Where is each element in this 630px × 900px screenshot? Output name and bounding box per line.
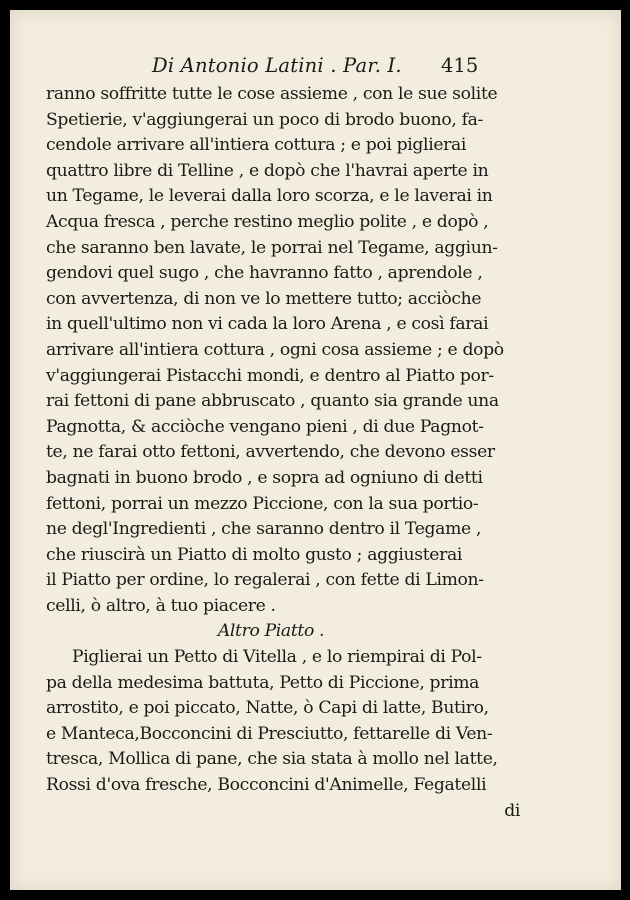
text-line: te, ne farai otto fettoni, avvertendo, che devono esser bbox=[46, 442, 495, 463]
body-text bbox=[46, 82, 526, 824]
text-line: fettoni, porrai un mezzo Piccione, con la sua portio- bbox=[46, 493, 479, 514]
text-line: Piglierai un Petto di Vitella , e lo riempirai di Pol- bbox=[72, 647, 482, 668]
text-line: che riuscirà un Piatto di molto gusto ; aggiusterai bbox=[46, 544, 463, 565]
text-line: celli, ò altro, à tuo piacere . bbox=[46, 595, 276, 616]
text-line: il Piatto per ordine, lo regalerai , con fette di Limon- bbox=[46, 570, 484, 591]
text-line: Rossi d'ova fresche, Bocconcini d'Animelle, Fegatelli bbox=[46, 775, 487, 796]
text-line: in quell'ultimo non vi cada la loro Arena , e così farai bbox=[46, 314, 489, 335]
text-line: Pagnotta, & acciòche vengano pieni , di due Pagnot- bbox=[46, 416, 484, 437]
catchword: di bbox=[504, 800, 520, 821]
text-line: Spetierie, v'aggiungerai un poco di brodo buono, fa- bbox=[46, 109, 483, 130]
text-line: con avvertenza, di non ve lo mettere tutto; acciòche bbox=[46, 288, 482, 309]
text-line: rai fettoni di pane abbruscato , quanto sia grande una bbox=[46, 391, 499, 412]
text-line: cendole arrivare all'intiera cottura ; e poi piglierai bbox=[46, 135, 467, 156]
page-header bbox=[10, 54, 621, 84]
running-head: Di Antonio Latini . Par. I. bbox=[152, 54, 402, 77]
text-line: arrostito, e poi piccato, Natte, ò Capi di latte, Butiro, bbox=[46, 698, 489, 719]
text-line: v'aggiungerai Pistacchi mondi, e dentro al Piatto por- bbox=[46, 365, 494, 386]
text-line: arrivare all'intiera cottura , ogni cosa assieme ; e dopò bbox=[46, 339, 504, 360]
text-line: bagnati in buono brodo , e sopra ad ogniuno di detti bbox=[46, 467, 483, 488]
text-line: gendovi quel sugo , che havranno fatto , aprendole , bbox=[46, 263, 483, 284]
text-line: un Tegame, le leverai dalla loro scorza, e le laverai in bbox=[46, 186, 493, 207]
text-line: che saranno ben lavate, le porrai nel Tegame, aggiun- bbox=[46, 237, 498, 258]
page-number: 415 bbox=[441, 54, 479, 77]
text-line: quattro libre di Telline , e dopò che l'havrai aperte in bbox=[46, 160, 489, 181]
text-line: ranno soffritte tutte le cose assieme , con le sue solite bbox=[46, 84, 498, 104]
book-page bbox=[10, 10, 621, 890]
text-line: tresca, Mollica di pane, che sia stata à mollo nel latte, bbox=[46, 749, 498, 770]
text-line: e Manteca,Bocconcini di Presciutto, fettarelle di Ven- bbox=[46, 723, 493, 744]
text-line: ne degl'Ingredienti , che saranno dentro il Tegame , bbox=[46, 519, 482, 540]
text-line: Acqua fresca , perche restino meglio polite , e dopò , bbox=[46, 211, 489, 232]
text-line: pa della medesima battuta, Petto di Piccione, prima bbox=[46, 672, 480, 693]
section-heading: Altro Piatto . bbox=[217, 621, 325, 642]
